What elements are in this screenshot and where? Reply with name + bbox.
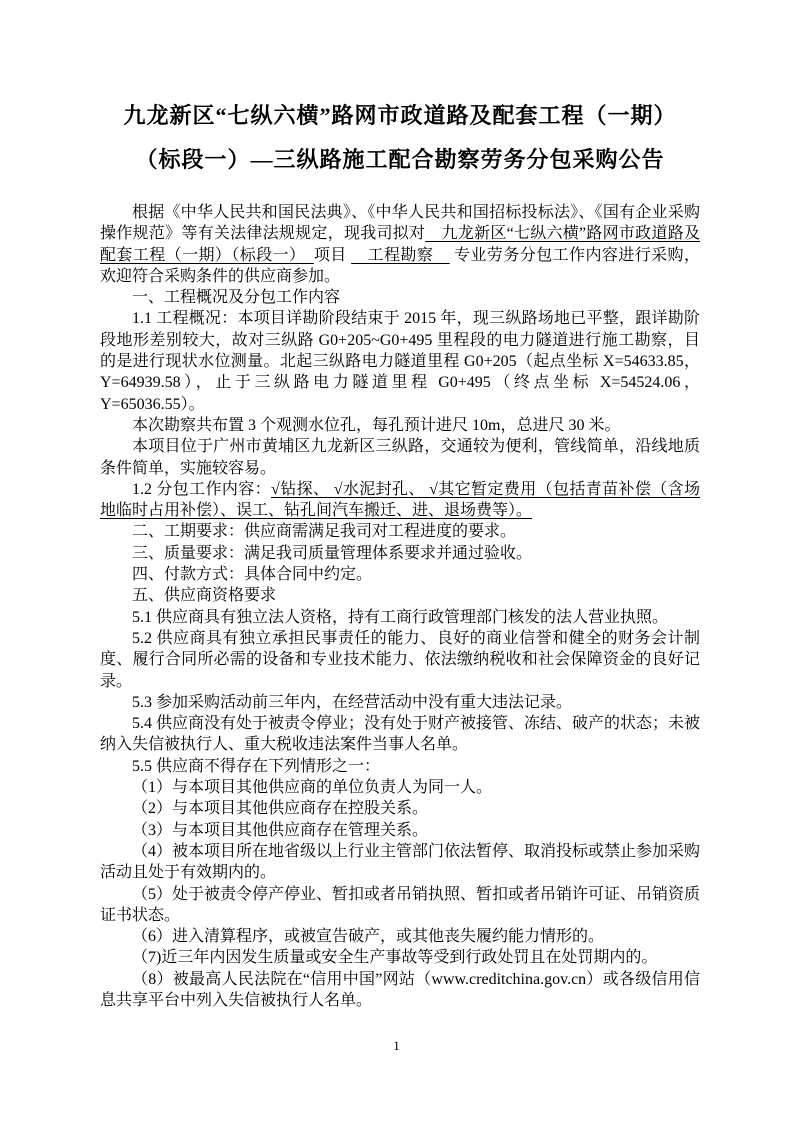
para-1-2-subcontract-scope bbox=[100, 479, 700, 522]
section-1-heading: 一、工程概况及分包工作内容 bbox=[132, 289, 341, 307]
para-5-4-no-suspension: 5.4 供应商没有处于被责令停业；没有处于财产被接管、冻结、破产的状态；未被纳入失信被执行人、重大税收违法案件当事人名单。 bbox=[100, 715, 701, 754]
intro-tail-text: 专业劳务分包工作内容进行采购，欢迎符合采购条件的供应商参加。 bbox=[100, 246, 700, 285]
para-5-1-legal-person: 5.1 供应商具有独立法人资格，持有工商行政管理部门核发的法人营业执照。 bbox=[132, 608, 669, 626]
para-5-5-prohibited-heading: 5.5 供应商不得存在下列情形之一： bbox=[132, 757, 381, 775]
title-line-1: 九龙新区“七纵六横”路网市政道路及配套工程（一期） bbox=[123, 103, 677, 128]
section-3-quality: 三、质量要求：满足我司质量管理体系要求并通过验收。 bbox=[132, 544, 533, 562]
para-5-3-no-violation: 5.3 参加采购活动前三年内，在经营活动中没有重大违法记录。 bbox=[132, 693, 573, 711]
prohibited-item-3: （3）与本项目其他供应商存在管理关系。 bbox=[132, 821, 429, 839]
prohibited-item-5: （5）处于被责令停产停业、暂扣或者吊销执照、暂扣或者吊销许可证、吊销资质证书状态。 bbox=[100, 885, 701, 924]
prohibited-item-6: （6）进入清算程序，或被宣告破产，或其他丧失履约能力情形的。 bbox=[132, 928, 605, 946]
prohibited-item-8: （8）被最高人民法院在“信用中国”网站（www.creditchina.gov.cn）或各级信用信息共享平台中列入失信被执行人名单。 bbox=[100, 970, 700, 1009]
page-number: 1 bbox=[393, 1038, 400, 1053]
document-body bbox=[100, 202, 700, 1011]
prohibited-item-4: （4）被本项目所在地省级以上行业主管部门依法暂停、取消投标或禁止参加采购活动且处于有效期内的。 bbox=[100, 842, 701, 882]
prohibited-item-7: （7)近三年内因发生质量或安全生产事故等受到行政处罚且在处罚期内的。 bbox=[132, 949, 658, 967]
subcontract-scope-items-underlined: √钻探、 √水泥封孔、 √其它暂定费用（包括青苗补偿（含场地临时占用补偿）、误工、钻孔间汽车搬迁、进、退场费等）。 bbox=[100, 480, 700, 520]
intro-lead-text: 根据《中华人民共和国民法典》、《中华人民共和国招标投标法》、《国有企业采购操作规范》等有关法律法规规定，现我司拟对 bbox=[100, 204, 700, 243]
section-4-payment: 四、付款方式：具体合同中约定。 bbox=[132, 566, 373, 584]
para-project-location: 本项目位于广州市黄埔区九龙新区三纵路，交通较为便利，管线简单，沿线地质条件简单，实施较容易。 bbox=[100, 438, 700, 477]
title-line-2: （标段一）—三纵路施工配合勘察劳务分包采购公告 bbox=[135, 147, 665, 172]
para-1-1-project-overview: 1.1 工程概况：本项目详勘阶段结束于 2015 年，现三纵路场地已平整，跟详勘阶段地形差别较大，故对三纵路 G0+205~G0+495 里程段的电力隧道进行施工勘察，目的是进行现状水位测量。北起三纵路电力隧道里程 G0+205（起点坐标 X=54633.85，Y=64939.58），止于三纵路电力隧道里程 G0+495（终点坐标 X=54524.06，Y=65036.55）。 bbox=[100, 310, 700, 413]
para-survey-holes: 本次勘察共布置 3 个观测水位孔，每孔预计进尺 10m，总进尺 30 米。 bbox=[132, 416, 621, 434]
section-2-duration: 二、工期要求：供应商需满足我司对工程进度的要求。 bbox=[132, 523, 517, 541]
subcontract-scope-label: 1.2 分包工作内容： bbox=[132, 480, 272, 498]
intro-project-name-underlined: 九龙新区“七纵六横”路网市政道路及配套工程（一期）（标段一） bbox=[100, 225, 700, 264]
intro-mid-text: 项目 bbox=[313, 246, 347, 264]
prohibited-item-1: （1）与本项目其他供应商的单位负责人为同一人。 bbox=[132, 779, 493, 797]
para-5-2-capability: 5.2 供应商具有独立承担民事责任的能力、良好的商业信誉和健全的财务会计制度、履行合同所必需的设备和专业技术能力、依法缴纳税收和社会保障资金的良好记录。 bbox=[100, 629, 700, 690]
prohibited-item-2: （2）与本项目其他供应商存在控股关系。 bbox=[132, 800, 429, 818]
intro-work-type-underlined: 工程勘察 bbox=[351, 246, 450, 264]
document-title bbox=[100, 94, 700, 182]
section-5-qualification-heading: 五、供应商资格要求 bbox=[132, 587, 277, 605]
para-intro bbox=[100, 202, 700, 287]
